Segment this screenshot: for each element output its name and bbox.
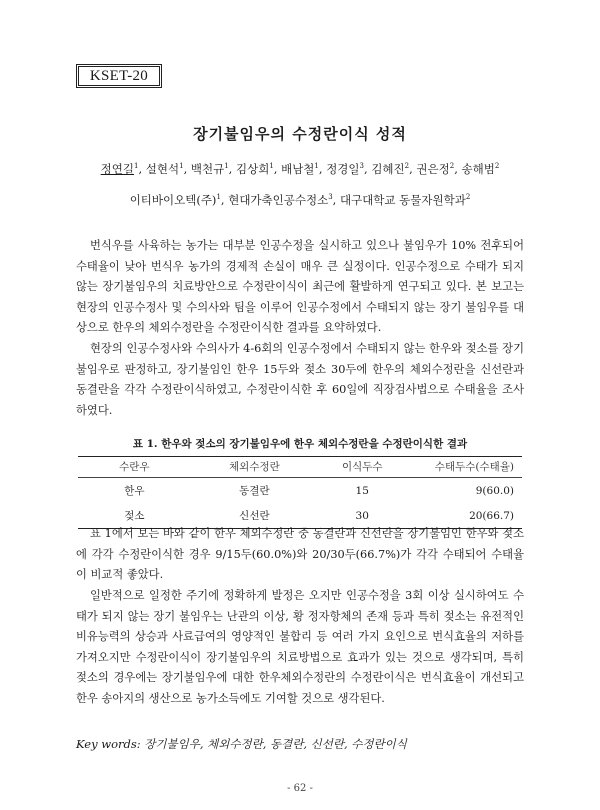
- author-sep: ,: [273, 162, 282, 176]
- affiliation-name: 현대가축인공수정소: [228, 193, 329, 207]
- table-header-cell: 체외수정란: [191, 457, 318, 478]
- table-header-cell: 이식두수: [318, 457, 406, 478]
- table-header-row: [78, 457, 522, 478]
- body-paragraph-methods: 현장의 인공수정사와 수의사가 4-6회의 인공수정에서 수태되지 않는 한우와 젖소를 장기불임우로 판정하고, 장기불임인 한우 15두와 젖소 30두에 한우의 체외수정란을 신선란과 동결란을 각각 수정란이식하였고, 수정란이식한 후 60일에 직장검사법으로 수태율을 조사하였다.: [76, 342, 524, 417]
- paper-code-box: [76, 64, 162, 88]
- author-affil-sup: 1: [133, 162, 139, 171]
- body-paragraph-intro: 번식우를 사육하는 농가는 대부분 인공수정을 실시하고 있으나 불임우가 10% 전후되어 수태율이 낮아 번식우 농가의 경제적 손실이 매우 큰 실정이다. 인공수정으로 수태가 되지 않는 장기불임우의 치료방안으로 수정란이식이 최근에 활발하게 연구되고 있다. 본 보고는 현장의 인공수정사 및 수의사와 팀을 이루어 인공수정에서 수태되지 않는 장기 불임우를 대상으로 한우의 체외수정란을 수정란이식한 결과를 요약하였다.: [76, 239, 524, 334]
- author-name: 정연길: [100, 162, 134, 176]
- author-sep: ,: [228, 162, 236, 176]
- table-cell: 15: [355, 484, 369, 497]
- paper-code: KSET-20: [89, 68, 149, 84]
- author-affil-sup: 1: [224, 162, 229, 171]
- author-sep: ,: [364, 162, 372, 176]
- author-name: 설현석: [145, 162, 180, 176]
- affiliation-sep: ,: [220, 193, 229, 207]
- author-affil-sup: 2: [449, 162, 455, 171]
- table-cell: 20(66.7): [406, 503, 522, 529]
- author-name: 배남철: [281, 162, 315, 176]
- affiliation-sup: 1: [216, 193, 221, 202]
- table-header-cell: 수란우: [78, 457, 191, 478]
- keywords: Key words: 장기불임우, 체외수정란, 동결란, 신선란, 수정란이식: [76, 737, 407, 751]
- table-cell: 한우: [124, 485, 145, 497]
- author-name: 정경일: [326, 162, 360, 176]
- table-cell: 젖소: [78, 503, 191, 529]
- author-affil-sup: 3: [359, 162, 364, 171]
- affiliation-sup: 3: [328, 193, 333, 202]
- author-affil-sup: 1: [179, 162, 184, 171]
- author-sep: ,: [318, 162, 327, 176]
- affiliation-sep: ,: [332, 193, 340, 207]
- table-cell: 30: [318, 503, 406, 529]
- author-sep: ,: [409, 162, 417, 176]
- affiliation-name: 이티바이오텍(주): [129, 193, 217, 207]
- author-name: 김혜진: [371, 162, 405, 176]
- table-caption: 표 1. 한우와 젖소의 장기불임우에 한우 체외수정란을 수정란이식한 결과: [132, 438, 468, 450]
- body-paragraph-discussion: 일반적으로 일정한 주기에 정확하게 발정은 오지만 인공수정을 3회 이상 실시하여도 수태가 되지 않는 장기 불임우는 난관의 이상, 황 정자항체의 존재 등과 특히 젖소는 유전적인 비유능력의 상승과 사료급여의 영양적인 불합리 등 여러 가지 요인으로 번식효율의 저하를 가져오지만 수정란이식이 장기불임우의 치료방법으로 효과가 있는 것으로 생각되며, 특히 젖소의 경우에는 장기불임우에 대한 한우체외수정란의 수정란이식은 번식효율이 개선되고 한우 송아지의 생산으로 농가소득에도 기여할 것으로 생각된다.: [76, 589, 524, 705]
- author-affil-sup: 2: [404, 162, 410, 171]
- table-cell: 9(60.0): [475, 484, 514, 497]
- author-name: 김상희: [235, 162, 270, 176]
- author-affil-sup: 1: [314, 162, 319, 171]
- results-table: [78, 456, 522, 529]
- author-sep: ,: [138, 162, 146, 176]
- paper-title: 장기불임우의 수정란이식 성적: [193, 125, 407, 143]
- affiliation-sup: 2: [465, 193, 471, 202]
- affiliation-list: [0, 192, 600, 208]
- table-cell: 동결란: [239, 485, 270, 497]
- author-list: [0, 161, 600, 177]
- author-name: 백천규: [190, 162, 225, 176]
- author-sep: ,: [183, 162, 191, 176]
- table-header-cell: 수태두수(수태율): [406, 457, 522, 478]
- author-affil-sup: 2: [494, 162, 500, 171]
- affiliation-name: 대구대학교 동물자원학과: [339, 193, 466, 207]
- page-number: - 62 -: [287, 783, 313, 794]
- author-name: 권은정: [416, 162, 450, 176]
- author-affil-sup: 1: [269, 162, 274, 171]
- body-paragraph-results: 표 1에서 보는 바와 같이 한우 체외수정란 중 동결란과 신선란을 장기불임인 한우와 젖소에 각각 수정란이식한 경우 9/15두(60.0%)와 20/30두(66.7%)가 각각 수태되어 수태율이 비교적 좋았다.: [76, 527, 524, 581]
- table-row: [78, 478, 522, 504]
- author-name: 송해범: [461, 162, 495, 176]
- author-sep: ,: [454, 162, 462, 176]
- table-cell: 신선란: [191, 503, 318, 529]
